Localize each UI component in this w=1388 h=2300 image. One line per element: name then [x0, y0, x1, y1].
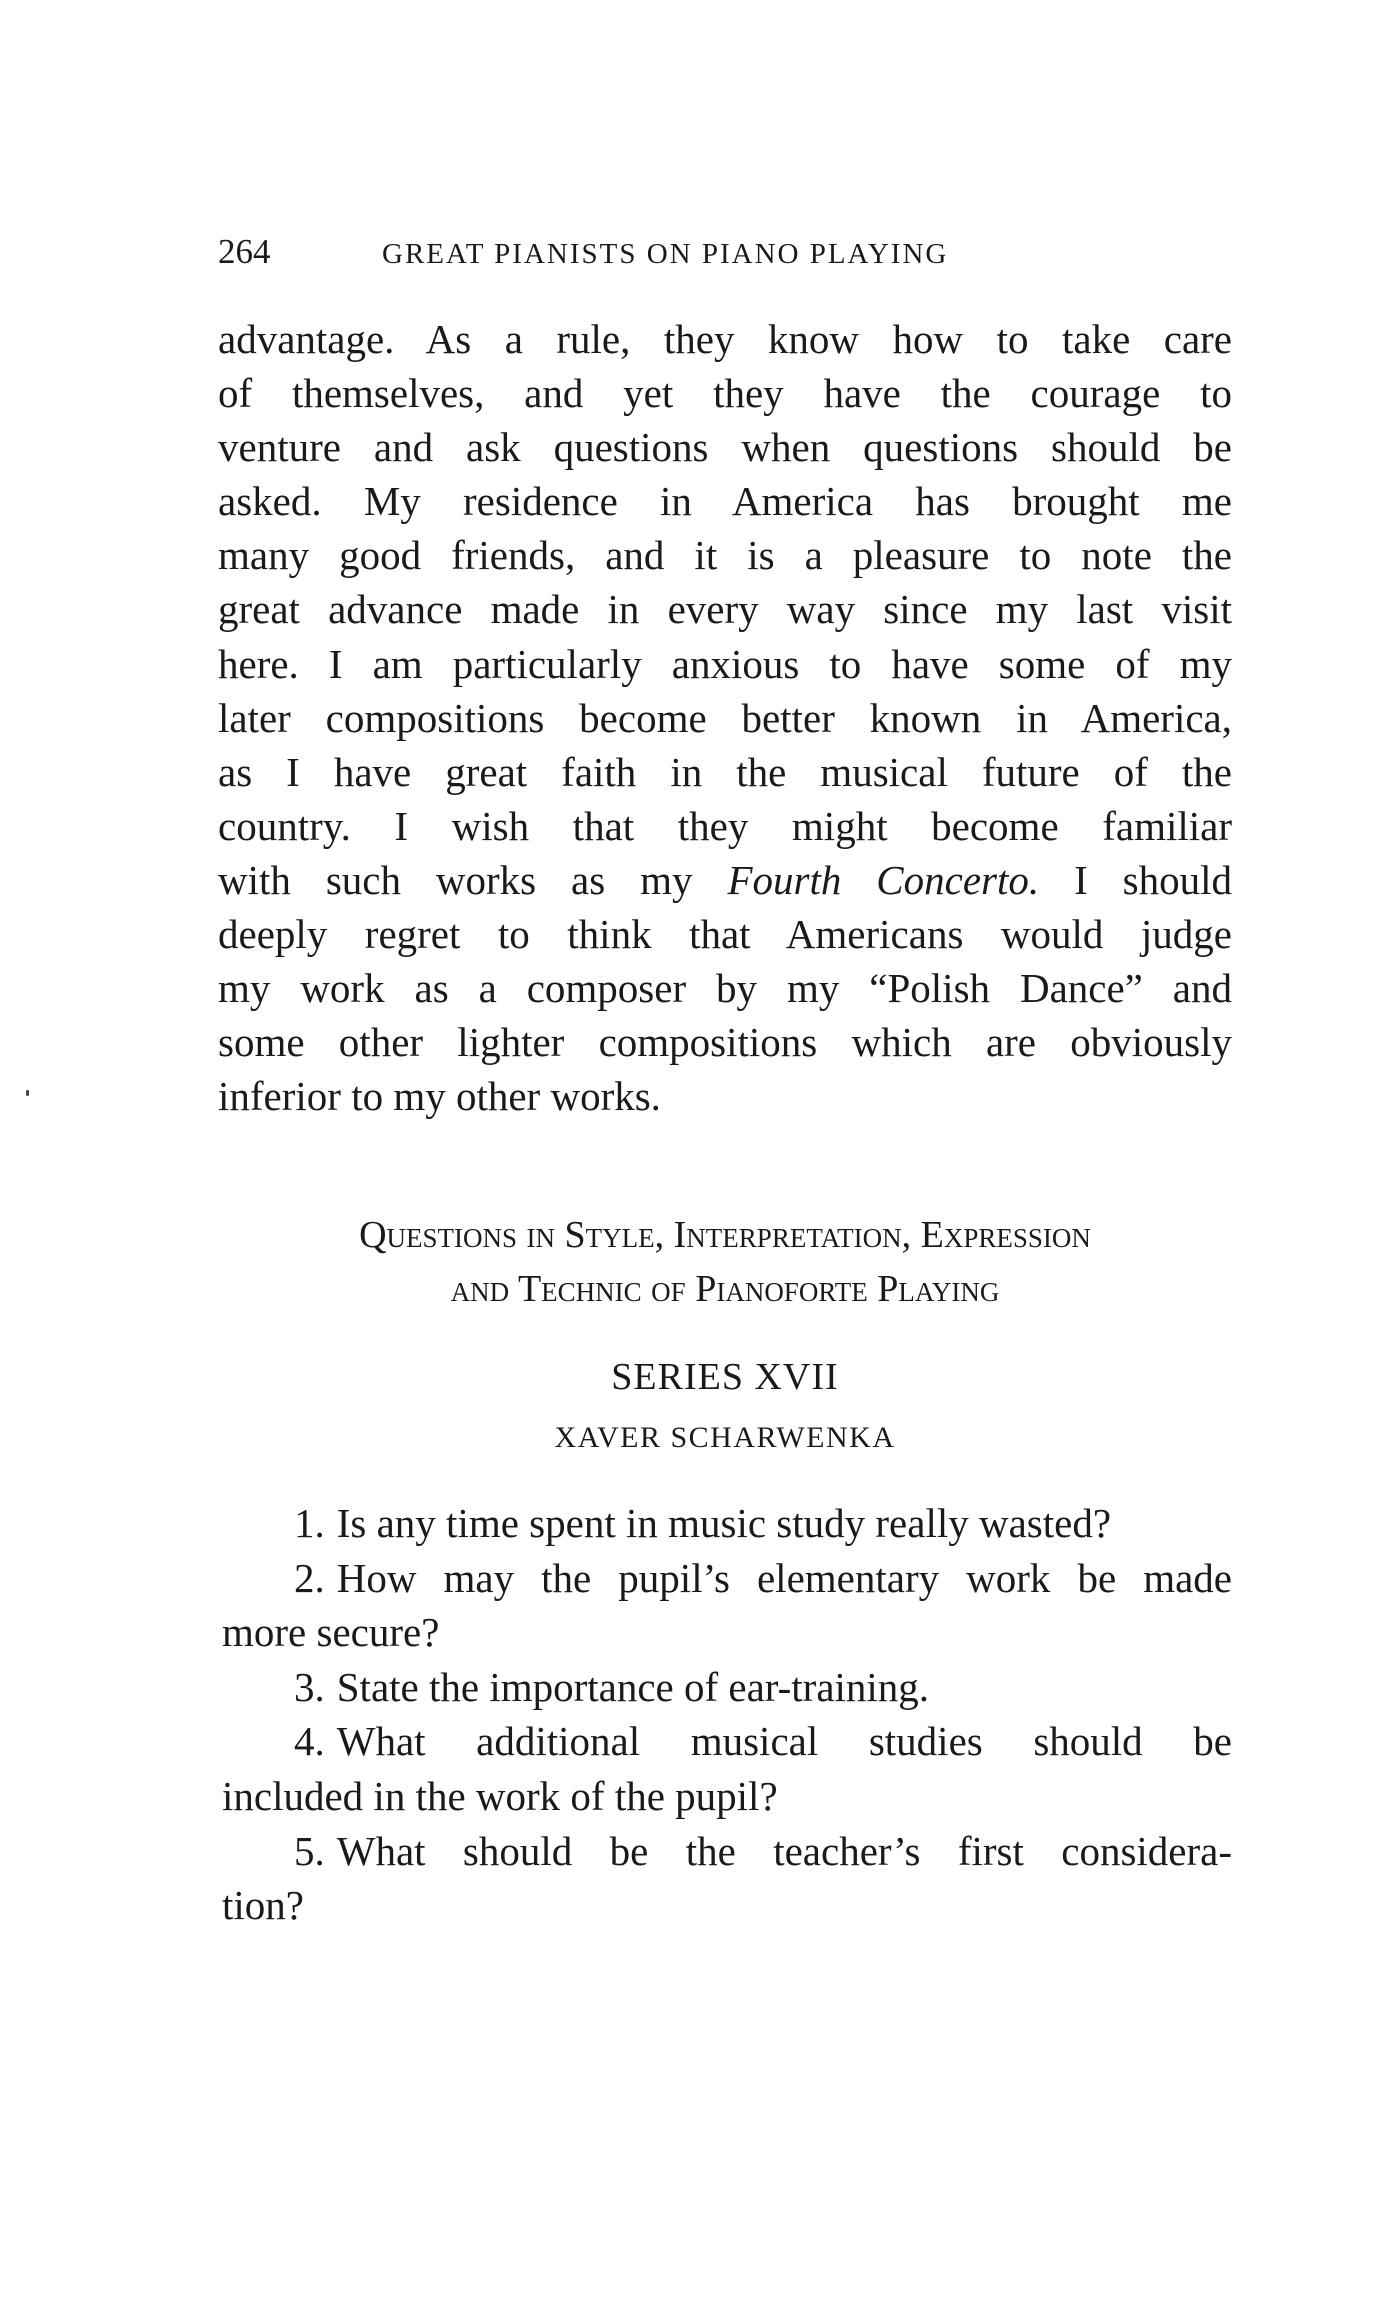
text-line: many good friends, and it is a pleasure to note the [218, 532, 1232, 579]
question-number: 5. [294, 1827, 325, 1874]
text-line: some other lighter compositions which are obviously [218, 1019, 1232, 1066]
section-heading [218, 1208, 1232, 1316]
text-line: country. I wish that they might become familiar [218, 802, 1232, 849]
question-number: 4. [294, 1718, 325, 1765]
question-text: State the importance of ear-training. [336, 1663, 930, 1710]
text-line: here. I am particularly anxious to have some of my [218, 640, 1232, 687]
heading-line-1: Questions in Style, Interpretation, Expression [359, 1214, 1091, 1256]
book-page [218, 0, 1232, 2300]
author-name: XAVER SCHARWENKA [554, 1421, 896, 1454]
question-4-continued: included in the work of the pupil? [222, 1772, 778, 1819]
text-segment: I should [1039, 856, 1233, 903]
text-segment: with such works as my [218, 856, 728, 903]
text-line: my work as a composer by my “Polish Dance” and [218, 965, 1232, 1012]
text-line: advantage. As a rule, they know how to take care [218, 316, 1232, 362]
text-line: great advance made in every way since my last visit [218, 586, 1232, 633]
question-2-continued: more secure? [222, 1609, 440, 1656]
running-title: GREAT PIANISTS ON PIANO PLAYING [382, 238, 949, 270]
margin-speck [26, 1090, 29, 1096]
series-title: SERIES XVII [611, 1356, 839, 1398]
body-paragraph [218, 312, 1232, 1123]
question-number: 2. [294, 1554, 325, 1601]
question-text: Is any time spent in music study really wasted? [336, 1500, 1112, 1546]
question-2 [222, 1551, 1232, 1606]
text-line: of themselves, and yet they have the courage to [218, 370, 1232, 417]
text-line: inferior to my other works. [218, 1073, 661, 1120]
text-line-italic [218, 853, 1232, 907]
question-text: What should be the teacher’s first considera- [336, 1827, 1232, 1874]
text-line: deeply regret to think that Americans would judge [218, 911, 1232, 958]
question-5 [222, 1824, 1232, 1879]
text-line: as I have great faith in the musical future of the [218, 748, 1232, 795]
question-5-continued: tion? [222, 1882, 304, 1929]
question-list [222, 1496, 1232, 1933]
text-line: asked. My residence in America has brought me [218, 478, 1232, 525]
heading-line-2: and Technic of Pianoforte Playing [450, 1268, 1000, 1310]
question-number: 3. [294, 1663, 325, 1710]
italic-title: Fourth Concerto. [727, 856, 1040, 903]
question-3 [222, 1660, 1232, 1715]
text-line: venture and ask questions when questions should be [218, 424, 1232, 471]
question-1 [222, 1496, 1232, 1551]
question-text: What additional musical studies should be [336, 1718, 1232, 1765]
question-number: 1. [294, 1500, 325, 1546]
question-4 [222, 1714, 1232, 1769]
page-number: 264 [218, 232, 271, 271]
running-head [218, 228, 1232, 276]
text-line: later compositions become better known in America, [218, 694, 1232, 741]
question-text: How may the pupil’s elementary work be made [336, 1554, 1232, 1601]
